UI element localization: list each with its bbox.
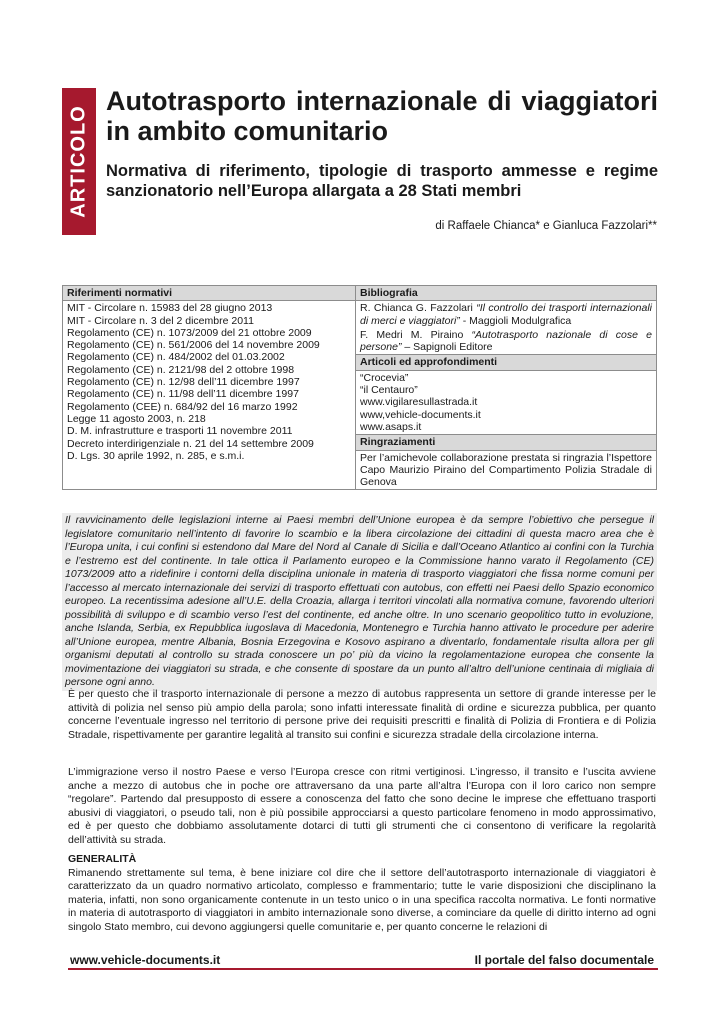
bibliography-publisher: – Sapignoli Editore [401, 341, 493, 354]
bibliography-title: “Il controllo dei trasporti internazionali di merci e viaggiatori” [360, 302, 653, 327]
reference-item: Regolamento (CE) n. 484/2002 del 01.03.2002 [67, 351, 285, 364]
intro-abstract: Il ravvicinamento delle legislazioni interne ai Paesi membri dell’Unione europea è da sempre l’obiettivo che persegue il legislatore comunitario nell’intento di favorire lo scambio e la libera circolazione dei cittadini di questa macro area che è l’Europa unita, i cui confini si estendono dal Mare del Nord al Canale di Sicilia e dall’Oceano Atlantico ai confini con la Turchia e l’estremo est del continente. In tale ottica il Parlamento europeo e la Commissione hanno varato il Regolamento (CE) 1073/2009 atto a ridefinire i contorni della disciplina unionale in materia di trasporto viaggiatori che fissa norme comuni per l’accesso al mercato internazionale dei servizi di trasporto effettuati con autobus, con effetti nei Paesi dello Spazio economico europeo. La recentissima adesione all’U.E. della Croazia, allarga i territori vincolati alla normativa comune, favorendo ulteriori possibilità di sviluppo e di scambio verso l’est del continente, ed anche oltre. In uno scenario geopolitico tutto in evoluzione, anche Islanda, Serbia, ex Repubblica iugoslava di Macedonia, Montenegro e Turchia hanno attivato le procedure per aderire all’Unione europea, mentre Albania, Bosnia Erzegovina e Kosovo aspirano a diventarlo, fondamentale risulta allora per gli organismi deputati al controllo su strada conoscere un po’ più da vicino la regolamentazione europea che consente la movimentazione dei viaggiatori su strada, e che consente di spostare da un punto all’altro dell’unione centinaia di migliaia di persone ogni anno. [62, 513, 657, 691]
reference-item: Legge 11 agosto 2003, n. 218 [67, 412, 206, 425]
bibliography-title: “Autotrasporto nazionale di cose e persone” [360, 328, 652, 354]
bibliography-publisher: - Maggioli Modulgrafica [459, 314, 572, 327]
references-header: Riferimenti normativi [63, 286, 355, 300]
article-item: “il Centauro” [360, 384, 418, 397]
bibliography-header: Bibliografia [356, 286, 656, 300]
bibliography-entry [356, 300, 656, 328]
article-item: www.asaps.it [360, 420, 422, 433]
section-tag [62, 88, 96, 235]
article-subtitle: Normativa di riferimento, tipologie di trasporto ammesse e regime sanzionatorio nell’Europa allargata a 28 Stati membri [106, 162, 658, 200]
references-table [62, 285, 657, 490]
articles-list [356, 370, 656, 434]
reference-item: Regolamento (CEE) n. 684/92 del 16 marzo 1992 [67, 400, 298, 413]
section-heading: GENERALITÀ [68, 853, 137, 865]
footer-tagline: Il portale del falso documentale [474, 953, 654, 967]
reference-item: Regolamento (CE) n. 2121/98 del 2 ottobre 1998 [67, 363, 295, 376]
references-column [63, 286, 356, 490]
section-tag-label: ARTICOLO [67, 105, 90, 218]
reference-item: Decreto interdirigenziale n. 21 del 14 settembre 2009 [67, 437, 314, 450]
reference-item: Regolamento (CE) n. 11/98 dell’11 dicembre 1997 [67, 388, 299, 401]
reference-item: MIT - Circolare n. 15983 del 28 giugno 2013 [67, 302, 273, 315]
reference-item: MIT - Circolare n. 3 del 2 dicembre 2011 [67, 314, 254, 327]
reference-item: Regolamento (CE) n. 1073/2009 del 21 ottobre 2009 [67, 326, 312, 339]
reference-item: D. M. infrastrutture e trasporti 11 novembre 2011 [67, 425, 293, 438]
reference-item: Regolamento (CE) n. 561/2006 del 14 novembre 2009 [67, 339, 320, 352]
article-authors: di Raffaele Chianca* e Gianluca Fazzolari** [435, 220, 657, 232]
article-item: www,vehicle-documents.it [360, 408, 481, 421]
bibliography-column [356, 286, 657, 490]
thanks-header: Ringraziamenti [356, 434, 656, 449]
section-generalita [68, 853, 656, 934]
body-paragraph: È per questo che il trasporto internazionale di persone a mezzo di autobus rappresenta un settore di grande interesse per le attività di polizia nel senso più ampio della parola; sono infatti interessate finalità di ordine e sicurezza pubblica, per quanto concerne l’eventuale ingresso nel territorio di persone prive dei requisiti prescritti e finalità di Polizia di Frontiera e di Polizia Stradale, rispettivamente per garantire legalità al transito sui confini e sicurezza stradale della circolazione interna. [68, 688, 656, 741]
body-paragraph: L’immigrazione verso il nostro Paese e verso l’Europa cresce con ritmi vertiginosi. L’ingresso, il transito e l’uscita avviene anche a mezzo di autobus che in poche ore attraversano da una parte all’altra l’Europa con il loro carico non sempre “regolare”. Partendo dal presupposto di essere a conoscenza del fatto che sono decine le imprese che effettuano trasporti abusivi di viaggiatori, o pseudo tali, non è più possibile approcciarsi a questo particolare fenomeno in modo approssimativo, ed è per questo che dobbiamo assolutamente dotarci di tutti gli strumenti che ci consentono di verificare la regolarità dell’attività su strada. [68, 766, 656, 846]
article-title: Autotrasporto internazionale di viaggiatori in ambito comunitario [106, 86, 658, 146]
footer-divider [68, 968, 658, 970]
bibliography-authors: R. Chianca G. Fazzolari [360, 302, 477, 315]
article-item: “Crocevia” [360, 371, 409, 384]
bibliography-authors: F. Medri M. Piraino [360, 328, 472, 341]
article-item: www.vigilaresullastrada.it [360, 396, 478, 409]
body-paragraph: Rimanendo strettamente sul tema, è bene iniziare col dire che il settore dell’autotrasporto internazionale di viaggiatori è caratterizzato da un quadro normativo articolato, complesso e frammentario; tutte le varie disposizioni che disciplinano la materia, infatti, non sono organicamente contenute in un testo unico o in una specifica raccolta normativa. Le fonti normative in materia di autotrasporto di viaggiatori in ambito internazionale sono diverse, a cominciare da quelle di diritto interno ad ogni singolo Stato membro, cui devono aggiungersi quelle comunitarie e, per quanto concerne le relazioni di [68, 866, 656, 933]
reference-item: Regolamento (CE) n. 12/98 dell’11 dicembre 1997 [67, 376, 300, 389]
bibliography-entry [356, 328, 656, 355]
thanks-text: Per l’amichevole collaborazione prestata si ringrazia l’Ispettore Capo Maurizio Piraino del Compartimento Polizia Stradale di Genova [356, 450, 656, 490]
footer-website: www.vehicle-documents.it [70, 953, 221, 967]
references-list [63, 300, 355, 463]
reference-item: D. Lgs. 30 aprile 1992, n. 285, e s.m.i. [67, 449, 245, 462]
articles-header: Articoli ed approfondimenti [356, 354, 656, 369]
